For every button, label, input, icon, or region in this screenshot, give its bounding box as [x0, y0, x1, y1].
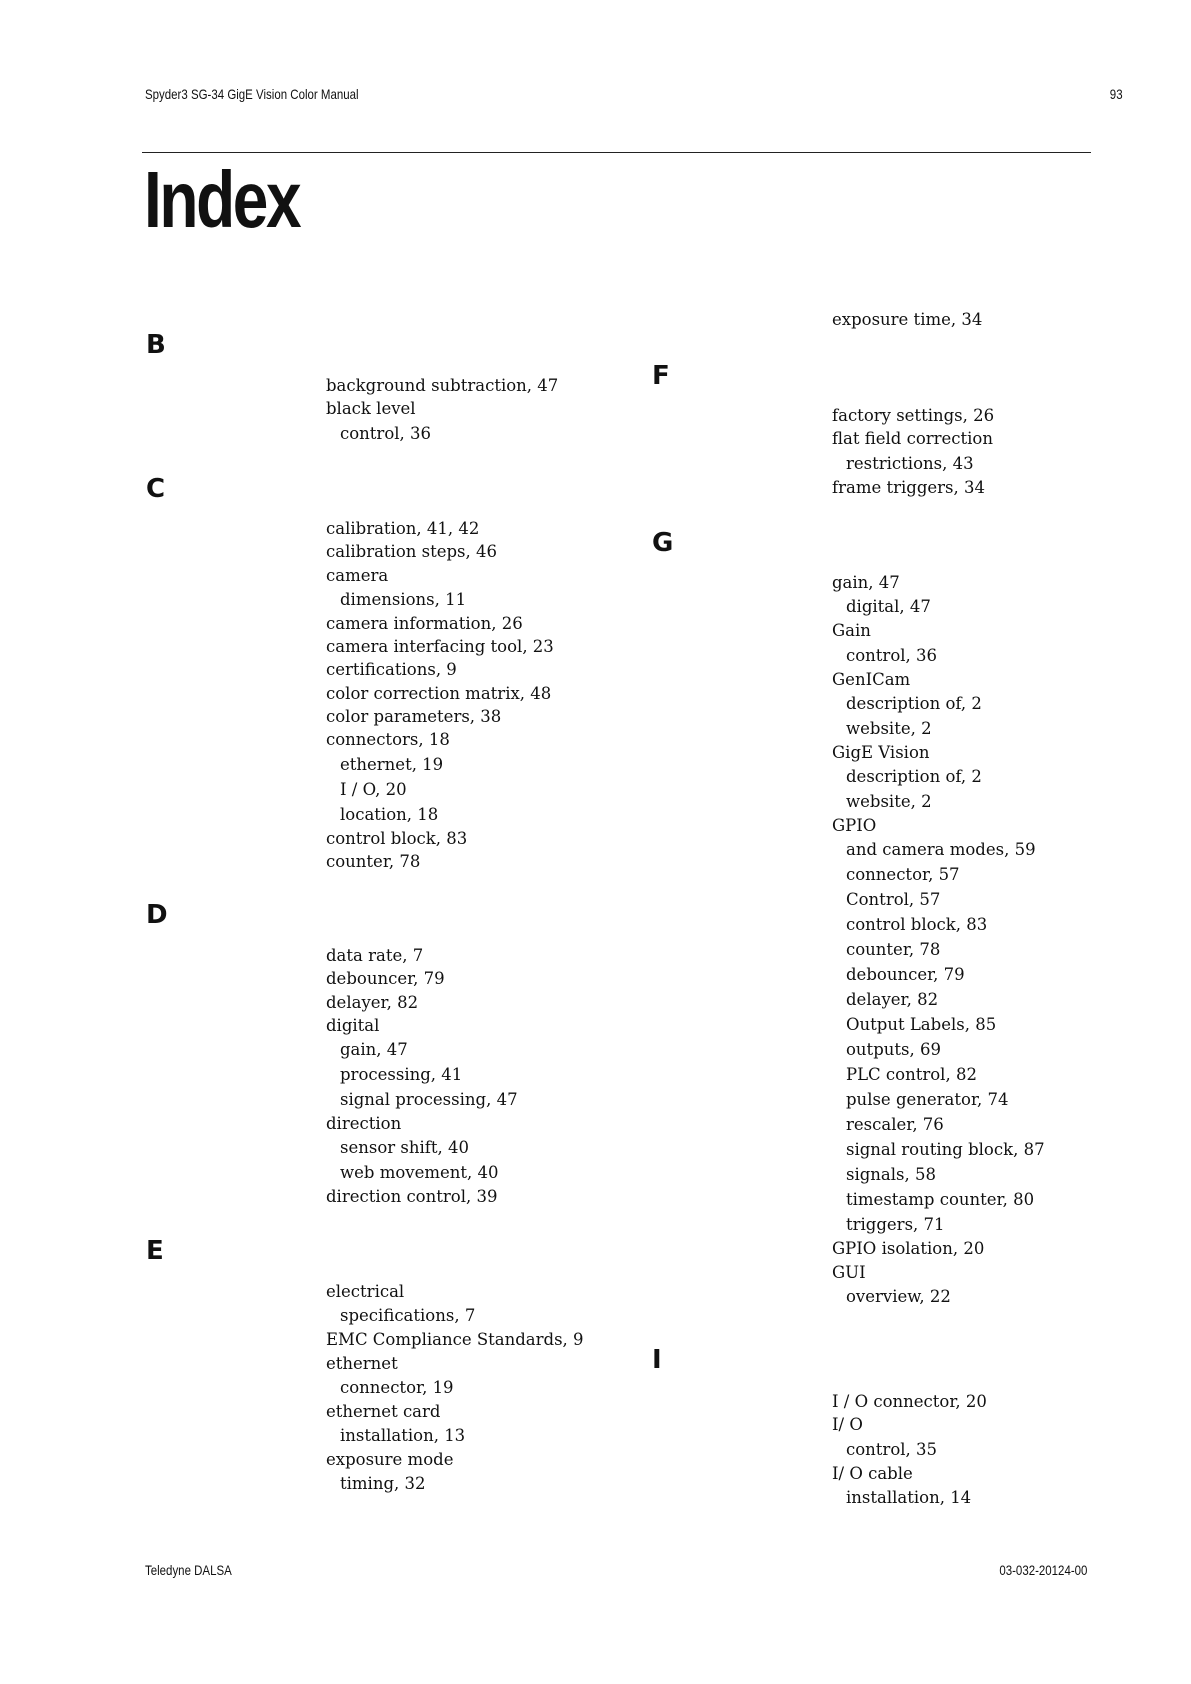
index-subentry: restrictions, 43 — [846, 453, 974, 473]
index-entry: counter, 78 — [326, 851, 421, 871]
index-entry: direction control, 39 — [326, 1187, 498, 1207]
index-entry: camera interfacing tool, 23 — [326, 637, 554, 657]
footer-company: Teledyne DALSA — [145, 1562, 232, 1578]
index-subentry: installation, 14 — [846, 1487, 972, 1507]
index-subentry: location, 18 — [340, 804, 439, 824]
section-letter-i: I — [652, 1345, 662, 1375]
header-manual-title: Spyder3 SG-34 GigE Vision Color Manual — [145, 86, 359, 102]
index-section-e-continued — [832, 308, 982, 331]
index-subentry: sensor shift, 40 — [340, 1138, 469, 1158]
index-subentry: specifications, 7 — [340, 1306, 476, 1326]
index-subentry: gain, 47 — [340, 1040, 408, 1060]
page-title: Index — [144, 155, 300, 244]
header-divider — [142, 152, 1091, 153]
index-entry: color parameters, 38 — [326, 707, 502, 727]
index-entry: camera information, 26 — [326, 613, 523, 633]
index-entry: digital — [326, 1015, 380, 1035]
index-entry: GPIO isolation, 20 — [832, 1239, 985, 1259]
index-subentry: timing, 32 — [340, 1474, 426, 1494]
index-subentry: signals, 58 — [846, 1165, 937, 1185]
index-entry: I / O connector, 20 — [832, 1392, 987, 1411]
index-subentry: connector, 19 — [340, 1377, 454, 1397]
index-subentry: control, 36 — [846, 645, 938, 665]
index-entry: black level — [326, 399, 416, 419]
section-letter-d: D — [146, 900, 168, 930]
index-entry: camera — [326, 565, 389, 585]
index-subentry: installation, 13 — [340, 1426, 466, 1446]
index-entry: frame triggers, 34 — [832, 477, 986, 497]
index-entry: connectors, 18 — [326, 730, 450, 750]
index-subentry: signal routing block, 87 — [846, 1140, 1045, 1160]
index-entry: calibration steps, 46 — [326, 542, 498, 562]
index-subentry: ethernet, 19 — [340, 754, 444, 774]
section-letter-c: C — [146, 474, 166, 504]
index-section-e — [326, 1280, 584, 1496]
index-subentry: rescaler, 76 — [846, 1115, 944, 1135]
index-subentry: dimensions, 11 — [340, 589, 467, 609]
index-section-g — [832, 571, 1045, 1309]
index-subentry: overview, 22 — [846, 1287, 951, 1307]
index-subentry: I / O, 20 — [340, 779, 407, 799]
index-entry: control block, 83 — [326, 828, 468, 848]
index-subentry: processing, 41 — [340, 1065, 463, 1085]
index-subentry: delayer, 82 — [846, 990, 939, 1010]
index-entry: exposure time, 34 — [832, 310, 983, 329]
index-subentry: Output Labels, 85 — [846, 1015, 997, 1035]
index-entry: calibration, 41, 42 — [326, 519, 480, 538]
index-subentry: control, 36 — [340, 423, 432, 443]
index-entry: gain, 47 — [832, 573, 900, 592]
section-letter-f: F — [652, 361, 670, 391]
index-subentry: website, 2 — [846, 718, 932, 738]
index-entry: data rate, 7 — [326, 946, 424, 965]
index-subentry: signal processing, 47 — [340, 1090, 518, 1110]
index-subentry: website, 2 — [846, 792, 932, 812]
index-subentry: web movement, 40 — [340, 1163, 499, 1183]
index-subentry: connector, 57 — [846, 865, 960, 885]
footer-doc-number: 03-032-20124-00 — [998, 1562, 1087, 1578]
index-entry: Gain — [832, 621, 871, 641]
index-entry: GenICam — [832, 669, 911, 689]
index-entry: GPIO — [832, 816, 877, 836]
index-subentry: description of, 2 — [846, 693, 982, 713]
index-entry: factory settings, 26 — [832, 406, 995, 425]
index-entry: ethernet card — [326, 1401, 441, 1421]
section-letter-g: G — [652, 528, 674, 558]
index-subentry: control, 35 — [846, 1439, 938, 1459]
index-subentry: outputs, 69 — [846, 1040, 941, 1060]
section-letter-e: E — [146, 1236, 164, 1266]
index-section-b — [326, 374, 558, 446]
index-subentry: debouncer, 79 — [846, 965, 965, 985]
index-subentry: PLC control, 82 — [846, 1065, 977, 1085]
section-letter-b: B — [146, 330, 166, 360]
index-entry: I/ O cable — [832, 1463, 913, 1483]
index-entry: color correction matrix, 48 — [326, 683, 552, 703]
index-entry: exposure mode — [326, 1450, 454, 1470]
index-entry: GigE Vision — [832, 742, 930, 762]
header-page-number: 93 — [1110, 86, 1123, 102]
index-subentry: and camera modes, 59 — [846, 840, 1036, 860]
index-entry: GUI — [832, 1262, 866, 1282]
index-entry: EMC Compliance Standards, 9 — [326, 1330, 584, 1350]
index-entry: direction — [326, 1114, 402, 1134]
index-section-d — [326, 944, 518, 1209]
index-subentry: description of, 2 — [846, 767, 982, 787]
index-entry: certifications, 9 — [326, 660, 457, 680]
index-entry: flat field correction — [832, 429, 993, 449]
index-subentry: counter, 78 — [846, 940, 941, 960]
index-entry: I/ O — [832, 1415, 863, 1435]
index-entry: electrical — [326, 1282, 405, 1301]
index-entry: debouncer, 79 — [326, 969, 445, 989]
index-entry: background subtraction, 47 — [326, 376, 559, 395]
index-entry: ethernet — [326, 1353, 398, 1373]
index-subentry: digital, 47 — [846, 597, 931, 617]
index-section-f — [832, 404, 994, 499]
index-subentry: triggers, 71 — [846, 1215, 945, 1235]
index-section-c — [326, 517, 554, 873]
index-subentry: timestamp counter, 80 — [846, 1190, 1035, 1210]
index-entry: delayer, 82 — [326, 992, 419, 1012]
index-subentry: pulse generator, 74 — [846, 1090, 1009, 1110]
index-section-i — [832, 1390, 987, 1510]
index-subentry: Control, 57 — [846, 890, 941, 910]
index-subentry: control block, 83 — [846, 915, 988, 935]
